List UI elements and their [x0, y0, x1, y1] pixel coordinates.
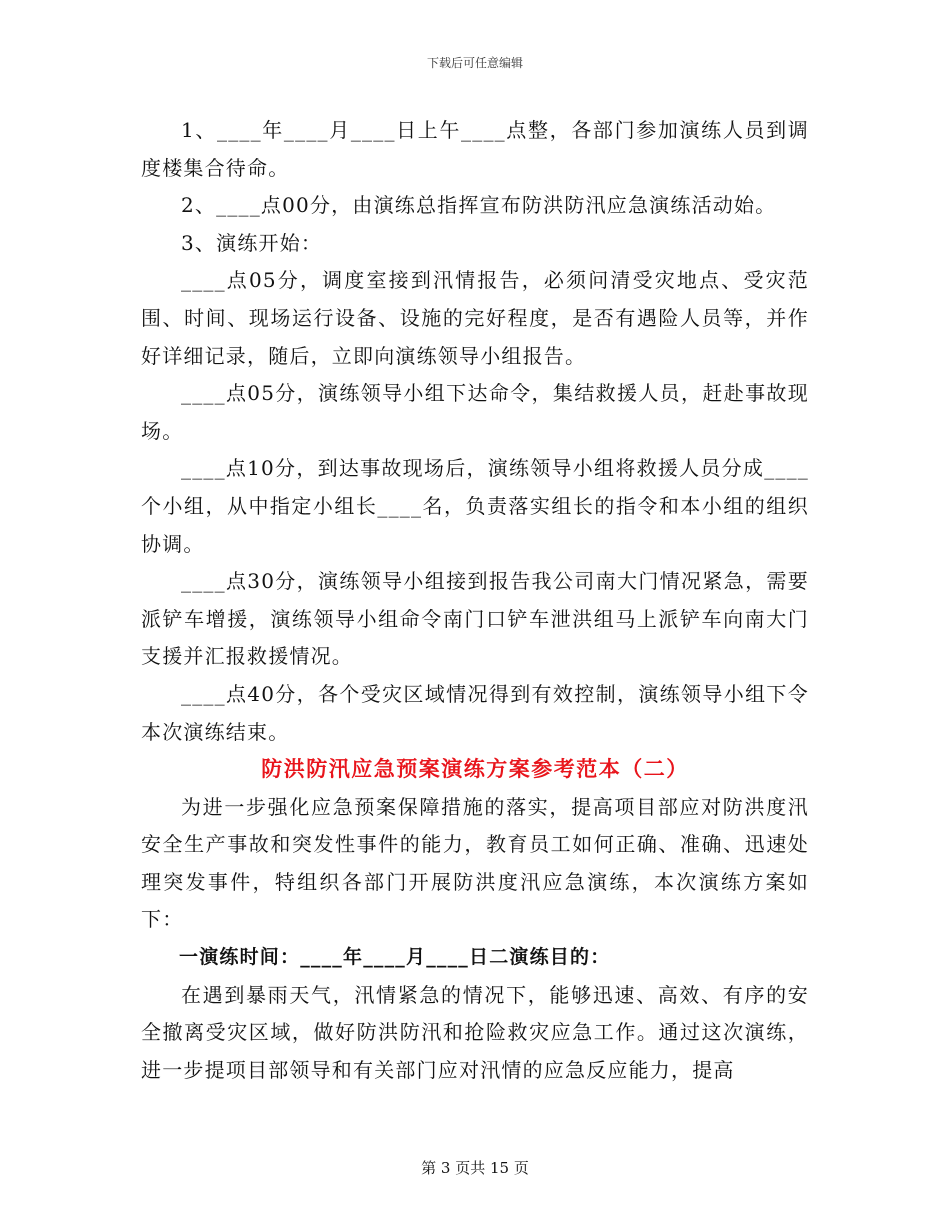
page-header-note: 下载后可任意编辑: [426, 56, 523, 70]
paragraph-drill-time: 一演练时间：____年____月____日二演练目的：: [179, 946, 611, 969]
paragraph-command-issued: ____点05分，演练领导小组下达命令，集结救援人员，赶赴事故现场。: [141, 381, 809, 443]
page-number: 第 3 页共 15 页: [421, 1159, 529, 1177]
paragraph-step-1: 1、____年____月____日上午____点整，各部门参加演练人员到调度楼集合待命。: [141, 118, 809, 180]
paragraph-drill-purpose: 在遇到暴雨天气，汛情紧急的情况下，能够迅速、高效、有序的安全撤离受灾区域，做好防洪防汛和抢险救灾应急工作。通过这次演练，进一步提项目部领导和有关部门应对汛情的应急反应能力，提高: [141, 982, 809, 1082]
paragraph-report-received: ____点05分，调度室接到汛情报告，必须问清受灾地点、受灾范围、时间、现场运行设备、设施的完好程度，是否有遇险人员等，并作好详细记录，随后，立即向演练领导小组报告。: [141, 268, 809, 368]
section-heading: 防洪防汛应急预案演练方案参考范本（二）: [261, 757, 689, 782]
paragraph-south-gate: ____点30分，演练领导小组接到报告我公司南大门情况紧急，需要派铲车增援，演练领导小组命令南门口铲车泄洪组马上派铲车向南大门支援并汇报救援情况。: [141, 569, 809, 669]
paragraph-arrive-scene: ____点10分，到达事故现场后，演练领导小组将救援人员分成____个小组，从中指定小组长____名，负责落实组长的指令和本小组的组织协调。: [141, 456, 809, 556]
paragraph-step-2: 2、____点00分，由演练总指挥宣布防洪防汛应急演练活动始。: [181, 193, 777, 218]
paragraph-drill-end: ____点40分，各个受灾区域情况得到有效控制，演练领导小组下令本次演练结束。: [141, 681, 809, 744]
paragraph-intro: 为进一步强化应急预案保障措施的落实，提高项目部应对防洪度汛安全生产事故和突发性事件的能力，教育员工如何正确、准确、迅速处理突发事件，特组织各部门开展防洪度汛应急演练，本次演练方案如下：: [141, 794, 809, 932]
document-body: [141, 112, 809, 1089]
paragraph-step-3: 3、演练开始：: [181, 230, 323, 255]
